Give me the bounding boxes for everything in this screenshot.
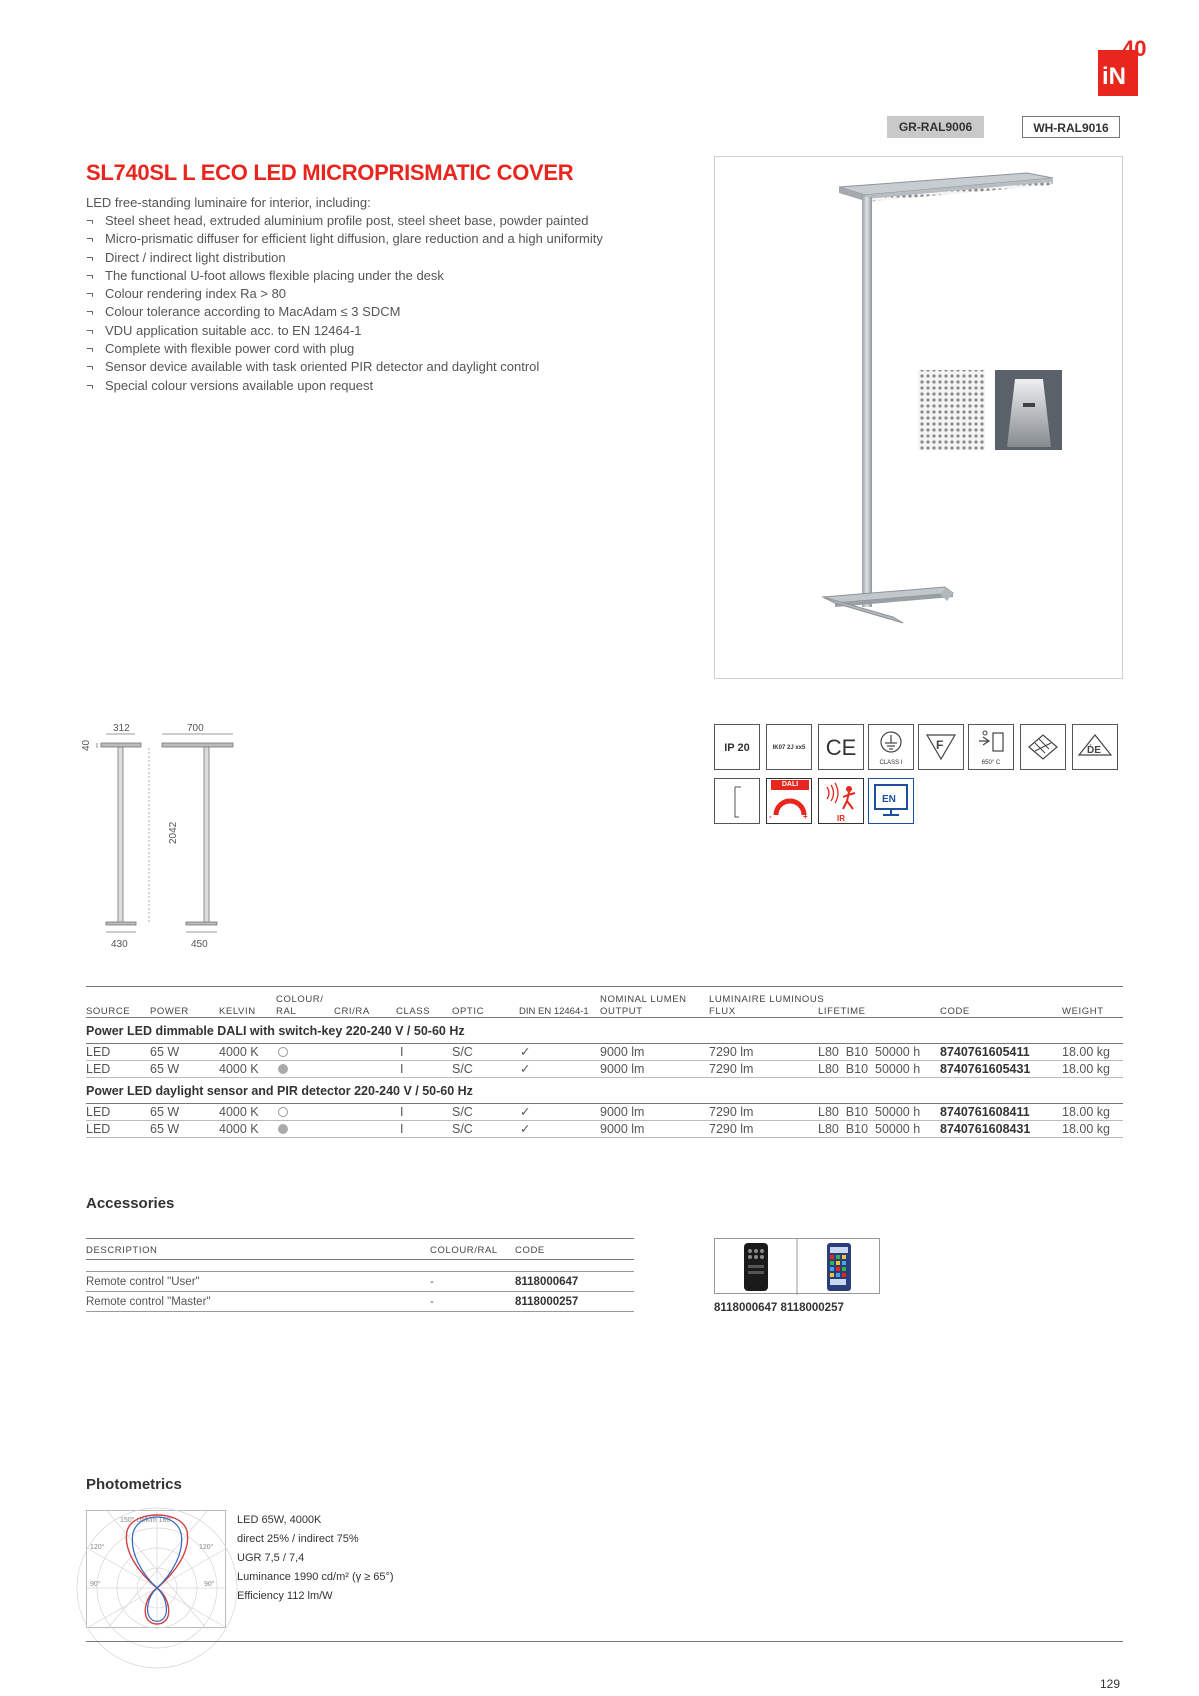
polar-diagram	[86, 1510, 226, 1628]
cell-nominal: 9000 lm	[600, 1105, 645, 1119]
pir-sensor-icon	[818, 778, 864, 824]
th-class: CLASS	[396, 1006, 431, 1017]
cell-source: LED	[86, 1122, 111, 1136]
cell-power: 65 W	[150, 1062, 180, 1076]
cell-code: 8740761605411	[940, 1045, 1030, 1059]
table-header	[86, 986, 1123, 1018]
colour-white-icon	[278, 1047, 288, 1057]
th-lifetime: LIFETIME	[818, 1006, 866, 1017]
cell-power: 65 W	[150, 1122, 180, 1136]
enec-icon	[1072, 724, 1118, 770]
th-colour-bottom: RAL	[276, 1006, 297, 1017]
cell-nominal: 9000 lm	[600, 1062, 645, 1076]
cell-source: LED	[86, 1105, 111, 1119]
dali-label: DALI	[771, 780, 809, 790]
feature-item: ¬ Steel sheet head, extruded aluminium profile post, steel sheet base, powder painted	[86, 212, 603, 230]
acc-description: Remote control "Master"	[86, 1296, 211, 1308]
acc-description: Remote control "User"	[86, 1276, 200, 1288]
product-image	[714, 156, 1123, 679]
cell-code: 8740761608411	[940, 1105, 1030, 1119]
polar-label-right90: 90°	[204, 1581, 215, 1588]
cell-nominal: 9000 lm	[600, 1122, 645, 1136]
cell-lifetime: L80 B10 50000 h	[818, 1122, 921, 1136]
cell-nominal: 9000 lm	[600, 1045, 645, 1059]
cell-power: 65 W	[150, 1045, 180, 1059]
colour-grey-icon	[278, 1064, 288, 1074]
accessory-row	[86, 1292, 634, 1312]
accessory-row	[86, 1272, 634, 1292]
cell-kelvin: 4000 K	[219, 1045, 259, 1059]
th-colour-top: COLOUR/	[276, 994, 324, 1005]
feature-item: ¬ Micro-prismatic diffuser for efficient light diffusion, glare reduction and a high uniformity	[86, 230, 603, 248]
prismatic-cover-detail	[918, 370, 985, 450]
cell-optic: S/C	[452, 1105, 473, 1119]
acc-colour: -	[430, 1276, 434, 1288]
cell-lifetime: L80 B10 50000 h	[818, 1062, 921, 1076]
cell-kelvin: 4000 K	[219, 1122, 259, 1136]
cell-flux: 7290 lm	[709, 1105, 754, 1119]
feature-item: ¬ Sensor device available with task oriented PIR detector and daylight control	[86, 358, 603, 376]
th-kelvin: KELVIN	[219, 1006, 256, 1017]
polar-label-top: 150° cd/klm 180°	[120, 1517, 174, 1524]
feature-item: ¬ Colour rendering index Ra > 80	[86, 285, 603, 303]
colour-white-icon	[278, 1107, 288, 1117]
th-luminaire-top: LUMINAIRE LUMINOUS	[709, 994, 825, 1005]
photometrics-heading: Photometrics	[86, 1476, 182, 1493]
cell-source: LED	[86, 1062, 111, 1076]
th-nominal-bottom: OUTPUT	[600, 1006, 643, 1017]
polar-label-left90: 90°	[90, 1581, 101, 1588]
acc-code: 8118000257	[515, 1296, 579, 1308]
feature-item: ¬ The functional U-foot allows flexible placing under the desk	[86, 267, 603, 285]
page-number: 129	[1100, 1677, 1121, 1691]
ik07-icon: IK07 2J xx5	[766, 724, 812, 770]
glow-wire-temp: 650° C	[981, 760, 1001, 766]
dim-height-2042: 2042	[168, 821, 179, 844]
cell-flux: 7290 lm	[709, 1062, 754, 1076]
cell-lifetime: L80 B10 50000 h	[818, 1105, 921, 1119]
accessory-image-code: 8118000257	[780, 1302, 844, 1314]
cell-class: I	[400, 1045, 404, 1059]
ir-label: IR	[837, 814, 845, 823]
class-i-earth-icon	[868, 724, 914, 770]
acc-code: 8118000647	[515, 1276, 579, 1288]
th-source: SOURCE	[86, 1006, 131, 1017]
cell-code: 8740761608431	[940, 1122, 1031, 1136]
glow-wire-icon	[968, 724, 1014, 770]
photometric-line: UGR 7,5 / 7,4	[237, 1552, 305, 1564]
cell-optic: S/C	[452, 1122, 473, 1136]
footer-divider	[86, 1641, 1123, 1642]
cell-weight: 18.00 kg	[1062, 1122, 1110, 1136]
feature-item: ¬ Special colour versions available upon request	[86, 377, 603, 395]
cell-class: I	[400, 1062, 404, 1076]
cell-code: 8740761605431	[940, 1062, 1031, 1076]
dim-width-700: 700	[187, 723, 204, 734]
acc-th-description: DESCRIPTION	[86, 1245, 158, 1256]
photometric-details	[237, 1511, 394, 1606]
floor-lamp-illustration	[715, 157, 1124, 680]
enec-label: ḊE	[1087, 745, 1101, 756]
th-cri: CRI/RA	[334, 1006, 370, 1017]
feature-item: ¬ Complete with flexible power cord with plug	[86, 340, 603, 358]
acc-th-colour: COLOUR/RAL	[430, 1245, 498, 1256]
dali-plus: +	[803, 812, 808, 821]
feature-item: ¬ Colour tolerance according to MacAdam ≤ 3 SDCM	[86, 303, 603, 321]
logo-text: iN	[1102, 63, 1126, 90]
table-group-title: Power LED daylight sensor and PIR detector 220-240 V / 50-60 Hz	[86, 1078, 1123, 1104]
ip20-icon: IP 20	[714, 724, 760, 770]
photometric-line: Efficiency 112 lm/W	[237, 1590, 333, 1602]
acc-th-code: CODE	[515, 1245, 545, 1256]
th-power: POWER	[150, 1006, 189, 1017]
acc-colour: -	[430, 1296, 434, 1308]
accessories-heading: Accessories	[86, 1195, 175, 1212]
product-title: SL740SL L ECO LED MICROPRISMATIC COVER	[86, 160, 574, 185]
cell-weight: 18.00 kg	[1062, 1045, 1110, 1059]
accessory-image-codes	[714, 1302, 844, 1314]
dim-base-450: 450	[191, 939, 208, 950]
dim-head-40: 40	[81, 739, 92, 751]
cell-kelvin: 4000 K	[219, 1062, 259, 1076]
th-din: DIN EN 12464-1	[519, 1006, 589, 1017]
th-nominal-top: NOMINAL LUMEN	[600, 994, 687, 1005]
switch-key-icon	[714, 778, 760, 824]
dali-minus: -	[769, 812, 772, 821]
cell-class: I	[400, 1122, 404, 1136]
cell-power: 65 W	[150, 1105, 180, 1119]
product-table	[86, 986, 1123, 1138]
ce-mark-icon: CE	[818, 724, 864, 770]
product-intro: LED free-standing luminaire for interior, including:	[86, 195, 371, 210]
cell-din: ✓	[520, 1105, 531, 1119]
colour-chip-white: WH-RAL9016	[1022, 116, 1120, 138]
table-group-title: Power LED dimmable DALI with switch-key 220-240 V / 50-60 Hz	[86, 1018, 1123, 1044]
remote-master-icon	[827, 1243, 851, 1291]
colour-grey-icon	[278, 1124, 288, 1134]
remote-user-icon	[744, 1243, 768, 1291]
dim-width-312: 312	[113, 723, 130, 734]
table-row	[86, 1061, 1123, 1078]
cell-flux: 7290 lm	[709, 1122, 754, 1136]
dali-dimming-icon	[766, 778, 812, 824]
cell-flux: 7290 lm	[709, 1045, 754, 1059]
cell-optic: S/C	[452, 1045, 473, 1059]
cell-weight: 18.00 kg	[1062, 1105, 1110, 1119]
accessory-image-code: 8118000647	[714, 1302, 778, 1314]
cell-kelvin: 4000 K	[219, 1105, 259, 1119]
dim-base-430: 430	[111, 939, 128, 950]
photometric-line: Luminance 1990 cd/m² (γ ≥ 65°)	[237, 1571, 394, 1583]
th-luminaire-bottom: FLUX	[709, 1006, 736, 1017]
class-i-label: CLASS I	[879, 760, 903, 766]
polar-label-right120: 120°	[199, 1544, 214, 1551]
f-mark-label: F	[936, 738, 944, 752]
feature-list	[86, 212, 603, 395]
accessories-header	[86, 1238, 634, 1260]
table-row	[86, 1044, 1123, 1061]
th-optic: OPTIC	[452, 1006, 485, 1017]
no-cover-icon	[1020, 724, 1066, 770]
feature-item: ¬ Direct / indirect light distribution	[86, 249, 603, 267]
cell-din: ✓	[520, 1062, 531, 1076]
cell-weight: 18.00 kg	[1062, 1062, 1110, 1076]
cell-class: I	[400, 1105, 404, 1119]
cell-din: ✓	[520, 1045, 531, 1059]
accessory-images	[714, 1238, 880, 1294]
photometric-line: LED 65W, 4000K	[237, 1514, 322, 1526]
table-row	[86, 1104, 1123, 1121]
cell-din: ✓	[520, 1122, 531, 1136]
feature-item: ¬ VDU application suitable acc. to EN 12464-1	[86, 322, 603, 340]
cell-optic: S/C	[452, 1062, 473, 1076]
th-code: CODE	[940, 1006, 970, 1017]
logo-superscript: 40	[1122, 36, 1147, 61]
en-label: EN	[882, 794, 896, 805]
colour-chip-grey: GR-RAL9006	[887, 116, 984, 138]
cell-lifetime: L80 B10 50000 h	[818, 1045, 921, 1059]
table-row	[86, 1121, 1123, 1138]
accessories-table	[86, 1238, 634, 1312]
photometric-line: direct 25% / indirect 75%	[237, 1533, 359, 1545]
dimension-drawing	[81, 723, 260, 964]
th-weight: WEIGHT	[1062, 1006, 1104, 1017]
polar-label-left120: 120°	[90, 1544, 105, 1551]
f-mark-icon	[918, 724, 964, 770]
cell-source: LED	[86, 1045, 111, 1059]
en-standard-icon	[868, 778, 914, 824]
